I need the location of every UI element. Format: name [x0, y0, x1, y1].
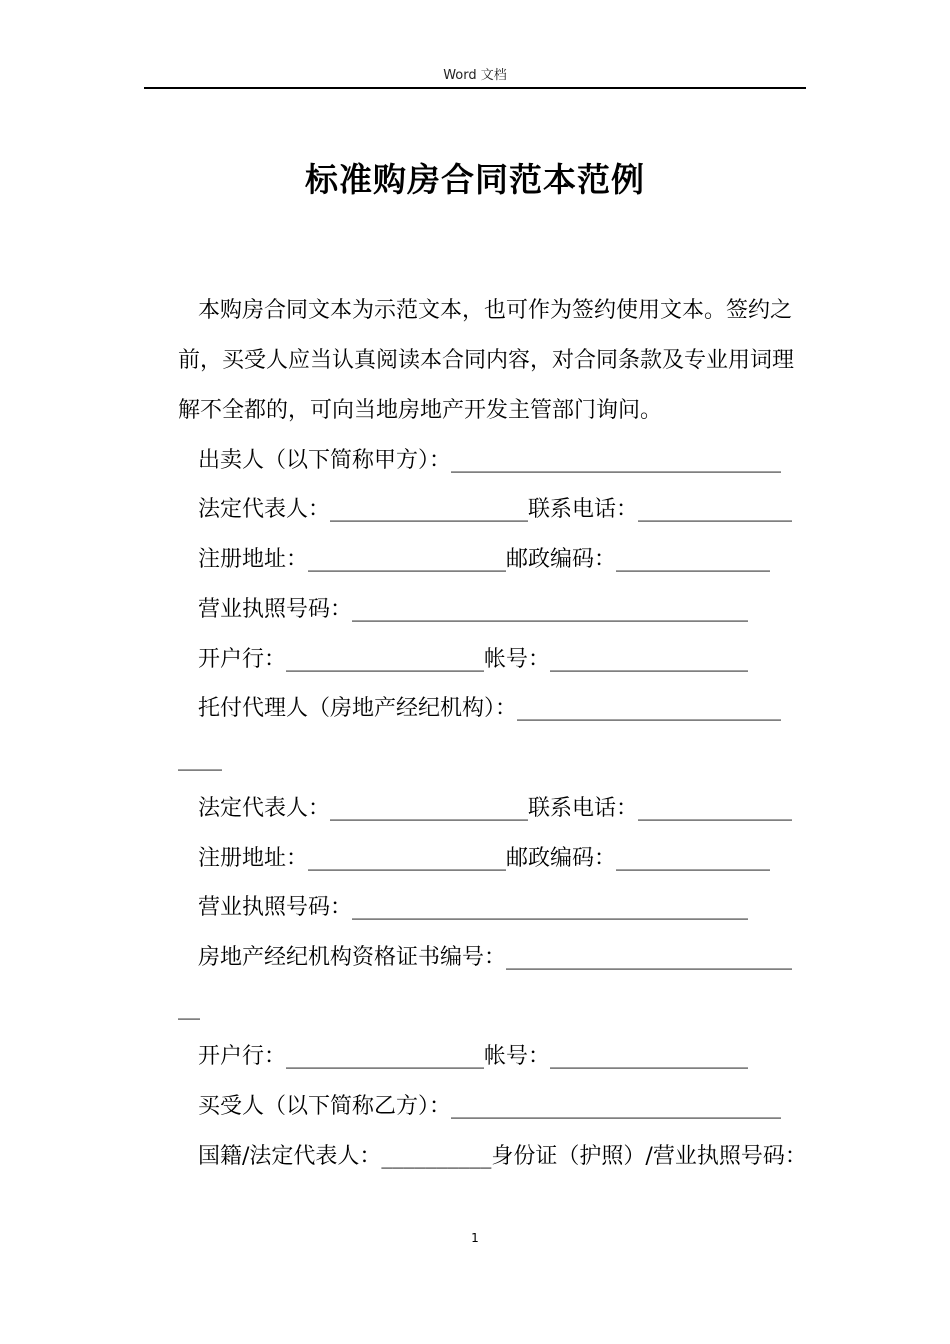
intro-line-2: 前，买受人应当认真阅读本合同内容，对合同条款及专业用词理 [178, 348, 795, 373]
agent-line-continuation: ____ [178, 746, 222, 771]
seller-license-line: 营业执照号码：____________________________________ [198, 597, 749, 622]
agent-line: 托付代理人（房地产经纪机构）：________________________ [198, 696, 782, 721]
agent-license-line: 营业执照号码：____________________________________ [198, 895, 749, 920]
buyer-nationality-line: 国籍/法定代表人：__________身份证（护照）/营业执照号码： [198, 1144, 807, 1169]
agent-address-line: 注册地址：__________________邮政编码：______________ [198, 846, 771, 871]
agent-certificate-line: 房地产经纪机构资格证书编号：__________________________ [198, 945, 793, 970]
page-header: Word 文档 [443, 68, 507, 83]
agent-certificate-continuation: __ [178, 995, 200, 1020]
seller-legal-rep-line: 法定代表人：__________________联系电话：______________ [198, 497, 793, 522]
seller-line: 出卖人（以下简称甲方）：______________________________ [198, 448, 782, 473]
seller-address-line: 注册地址：__________________邮政编码：______________ [198, 547, 771, 572]
header-rule [144, 87, 806, 89]
seller-bank-line: 开户行：__________________帐号：__________________ [198, 647, 749, 672]
intro-line-3: 解不全都的，可向当地房地产开发主管部门询问。 [178, 398, 663, 423]
intro-line-1: 本购房合同文本为示范文本，也可作为签约使用文本。签约之 [198, 298, 793, 323]
document-title: 标准购房合同范本范例 [305, 160, 645, 199]
buyer-line: 买受人（以下简称乙方）：______________________________ [198, 1094, 782, 1119]
page-number: 1 [471, 1231, 479, 1245]
agent-bank-line: 开户行：__________________帐号：__________________ [198, 1044, 749, 1069]
agent-legal-rep-line: 法定代表人：__________________联系电话：______________ [198, 796, 793, 821]
